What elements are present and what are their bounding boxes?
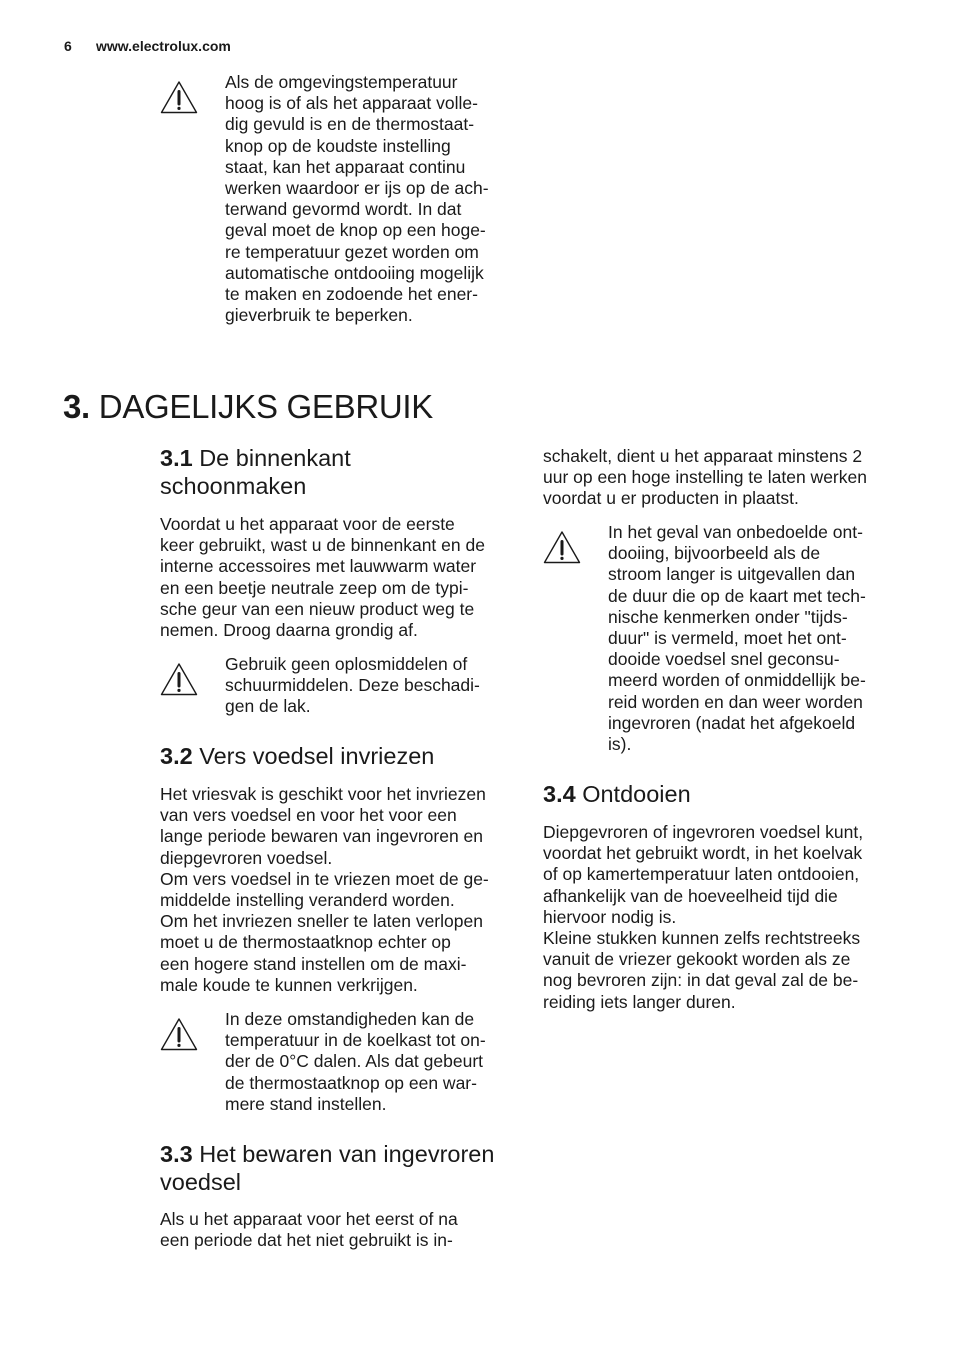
chapter-title: DAGELIJKS GEBRUIK bbox=[98, 388, 433, 425]
section-3-1-body: Voordat u het apparaat voor de eerste keer gebruikt, wast u de binnenkant en de interne accessoires met lauwwarm water en een beetje neutrale zeep om de typi- sche geur van een nieuw product weg te nemen. Droog daarna grondig af. bbox=[160, 514, 485, 641]
warning-text: In deze omstandigheden kan de temperatuur in de koelkast tot on- der de 0°C dalen. Als dat gebeurt de thermostaatknop op een war- mere stand instellen. bbox=[225, 1009, 486, 1114]
section-3-2-heading: 3.2 Vers voedsel invriezen bbox=[160, 743, 435, 769]
section-3-3-body-continued: schakelt, dient u het apparaat minstens 2 uur op een hoge instelling te laten werken voordat u er producten in plaatst. bbox=[543, 446, 867, 509]
page-number: 6 bbox=[64, 38, 72, 54]
warning-icon bbox=[160, 1017, 198, 1051]
section-3-2-body: Het vriesvak is geschikt voor het invriezen van vers voedsel en voor het voor een lange periode bewaren van ingevroren en diepgevroren voedsel. Om vers voedsel in te vriezen moet de ge- middelde instelling veranderd worden. Om het invriezen sneller te laten verlopen moet u de thermostaatknop echter op een hogere stand instellen om de maxi- male koude te kunnen verkrijgen. bbox=[160, 784, 489, 995]
section-3-4-body: Diepgevroren of ingevroren voedsel kunt, voordat het gebruikt wordt, in het koelvak of op kamertemperatuur laten ontdooien, afhankelijk van de hoeveelheid tijd die hiervoor nodig is. Kleine stukken kunnen zelfs rechtstreeks vanuit de vriezer gekookt worden als ze nog bevroren zijn: in dat geval zal de be- reiding iets langer duren. bbox=[543, 822, 864, 1012]
section-3-4-heading: 3.4 Ontdooien bbox=[543, 781, 691, 807]
chapter-heading bbox=[63, 388, 433, 426]
warning-icon bbox=[160, 80, 198, 114]
warning-text: Gebruik geen oplosmiddelen of schuurmiddelen. Deze beschadi- gen de lak. bbox=[225, 654, 480, 717]
section-3-3-heading: 3.3 Het bewaren van ingevroren voedsel bbox=[160, 1141, 495, 1195]
warning-text: In het geval van onbedoelde ont- dooiing, bijvoorbeeld als de stroom langer is uitgevallen dan de duur die op de kaart met tech- nische kenmerken onder "tijds- duur" is vermeld, moet het ont- dooide voedsel snel geconsu- meerd worden of onmiddellijk be- reid worden en dan weer worden ingevroren (nadat het afgekoeld is). bbox=[608, 522, 866, 755]
chapter-number: 3. bbox=[63, 388, 90, 425]
section-3-1-heading: 3.1 De binnenkant schoonmaken bbox=[160, 445, 351, 499]
top-warning-text: Als de omgevingstemperatuur hoog is of als het apparaat volle- dig gevuld is en de thermostaat- knop op de koudste instelling staat, kan het apparaat continu werken waardoor er ijs op de ach- terwand gevormd wordt. In dat geval moet de knop op een hoge- re temperatuur gezet worden om automatische ontdooiing mogelijk te maken en zodoende het ener- gieverbruik te beperken. bbox=[225, 72, 489, 326]
section-3-3-body: Als u het apparaat voor het eerst of na een periode dat het niet gebruikt is in- bbox=[160, 1209, 458, 1251]
warning-icon bbox=[160, 662, 198, 696]
website-url: www.electrolux.com bbox=[96, 38, 231, 54]
page-header bbox=[64, 38, 231, 54]
warning-icon bbox=[543, 530, 581, 564]
